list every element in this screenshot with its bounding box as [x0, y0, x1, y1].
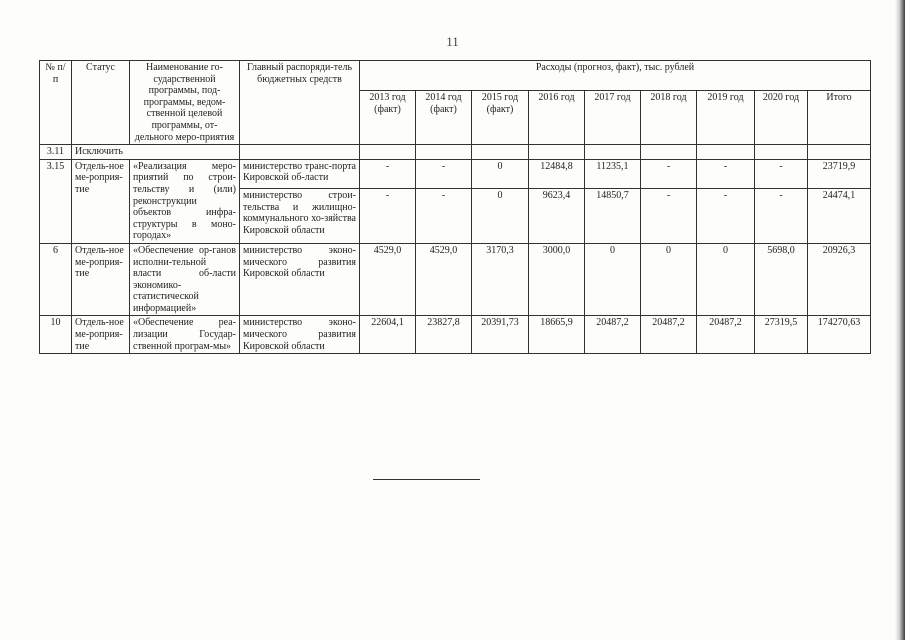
value-cell: 22604,1 — [360, 316, 416, 354]
row-status: Отдель-ное ме-роприя-тие — [72, 159, 130, 243]
value-cell: - — [360, 159, 416, 188]
header-row — [40, 61, 871, 91]
cell — [240, 145, 360, 160]
closing-separator-line — [373, 479, 480, 480]
value-cell: - — [697, 159, 755, 188]
total-cell: 174270,63 — [808, 316, 871, 354]
value-cell: 20487,2 — [641, 316, 697, 354]
row-num: 6 — [40, 243, 72, 316]
row-num: 3.11 — [40, 145, 72, 160]
value-cell: - — [416, 188, 472, 243]
header-total: Итого — [808, 91, 871, 145]
header-status: Статус — [72, 61, 130, 145]
total-cell: 23719,9 — [808, 159, 871, 188]
header-year: 2013 год (факт) — [360, 91, 416, 145]
value-cell: 12484,8 — [529, 159, 585, 188]
header-num: № п/п — [40, 61, 72, 145]
value-cell: 3170,3 — [472, 243, 529, 316]
value-cell: 4529,0 — [416, 243, 472, 316]
value-cell: - — [755, 159, 808, 188]
value-cell: 14850,7 — [585, 188, 641, 243]
value-cell: 4529,0 — [360, 243, 416, 316]
header-expenses: Расходы (прогноз, факт), тыс. рублей — [360, 61, 871, 91]
value-cell: 0 — [472, 188, 529, 243]
table-row-6 — [40, 243, 871, 316]
value-cell: - — [697, 188, 755, 243]
header-name: Наименование го-сударственной программы, под-программы, ведом-ственной целевой программы, от-дельного меро-приятия — [130, 61, 240, 145]
value-cell: 18665,9 — [529, 316, 585, 354]
table-row-3-15-a — [40, 159, 871, 188]
value-cell: 20487,2 — [585, 316, 641, 354]
value-cell: 9623,4 — [529, 188, 585, 243]
value-cell: 0 — [585, 243, 641, 316]
value-cell: 0 — [472, 159, 529, 188]
row-status: Отдель-ное ме-роприя-тие — [72, 316, 130, 354]
value-cell: 20487,2 — [697, 316, 755, 354]
header-year: 2019 год — [697, 91, 755, 145]
header-year: 2018 год — [641, 91, 697, 145]
value-cell: 20391,73 — [472, 316, 529, 354]
value-cell: 5698,0 — [755, 243, 808, 316]
row-num: 3.15 — [40, 159, 72, 243]
header-manager: Главный распоряди-тель бюджетных средств — [240, 61, 360, 145]
value-cell: 0 — [697, 243, 755, 316]
header-year: 2017 год — [585, 91, 641, 145]
table-row-3-11 — [40, 145, 871, 160]
value-cell: - — [755, 188, 808, 243]
budget-table — [39, 60, 871, 354]
header-year: 2015 год (факт) — [472, 91, 529, 145]
row-manager: министерство строи-тельства и жилищно-коммунального хо-зяйства Кировской области — [240, 188, 360, 243]
value-cell: 23827,8 — [416, 316, 472, 354]
value-cell: 27319,5 — [755, 316, 808, 354]
total-cell: 24474,1 — [808, 188, 871, 243]
row-manager: министерство эконо-мического развития Кировской области — [240, 243, 360, 316]
row-status: Отдель-ное ме-роприя-тие — [72, 243, 130, 316]
value-cell: 11235,1 — [585, 159, 641, 188]
row-num: 10 — [40, 316, 72, 354]
value-cell: - — [641, 188, 697, 243]
table-row-10 — [40, 316, 871, 354]
header-year: 2020 год — [755, 91, 808, 145]
value-cell: 0 — [641, 243, 697, 316]
row-name: «Обеспечение реа-лизации Государ-ственной програм-мы» — [130, 316, 240, 354]
value-cell: - — [641, 159, 697, 188]
row-manager: министерство эконо-мического развития Кировской области — [240, 316, 360, 354]
row-name: «Реализация меро-приятий по строи-тельству и (или) реконструкции объектов инфра-структуры в моно-городах» — [130, 159, 240, 243]
header-year: 2014 год (факт) — [416, 91, 472, 145]
scan-edge-shadow — [895, 0, 905, 640]
total-cell: 20926,3 — [808, 243, 871, 316]
value-cell: 3000,0 — [529, 243, 585, 316]
row-excluded-text: Исключить — [72, 145, 240, 160]
value-cell: - — [360, 188, 416, 243]
header-year: 2016 год — [529, 91, 585, 145]
row-name: «Обеспечение ор-ганов исполни-тельной власти об-ласти экономико-статистической информацией» — [130, 243, 240, 316]
row-manager: министерство транс-порта Кировской об-ласти — [240, 159, 360, 188]
value-cell: - — [416, 159, 472, 188]
page-number: 11 — [446, 34, 459, 49]
